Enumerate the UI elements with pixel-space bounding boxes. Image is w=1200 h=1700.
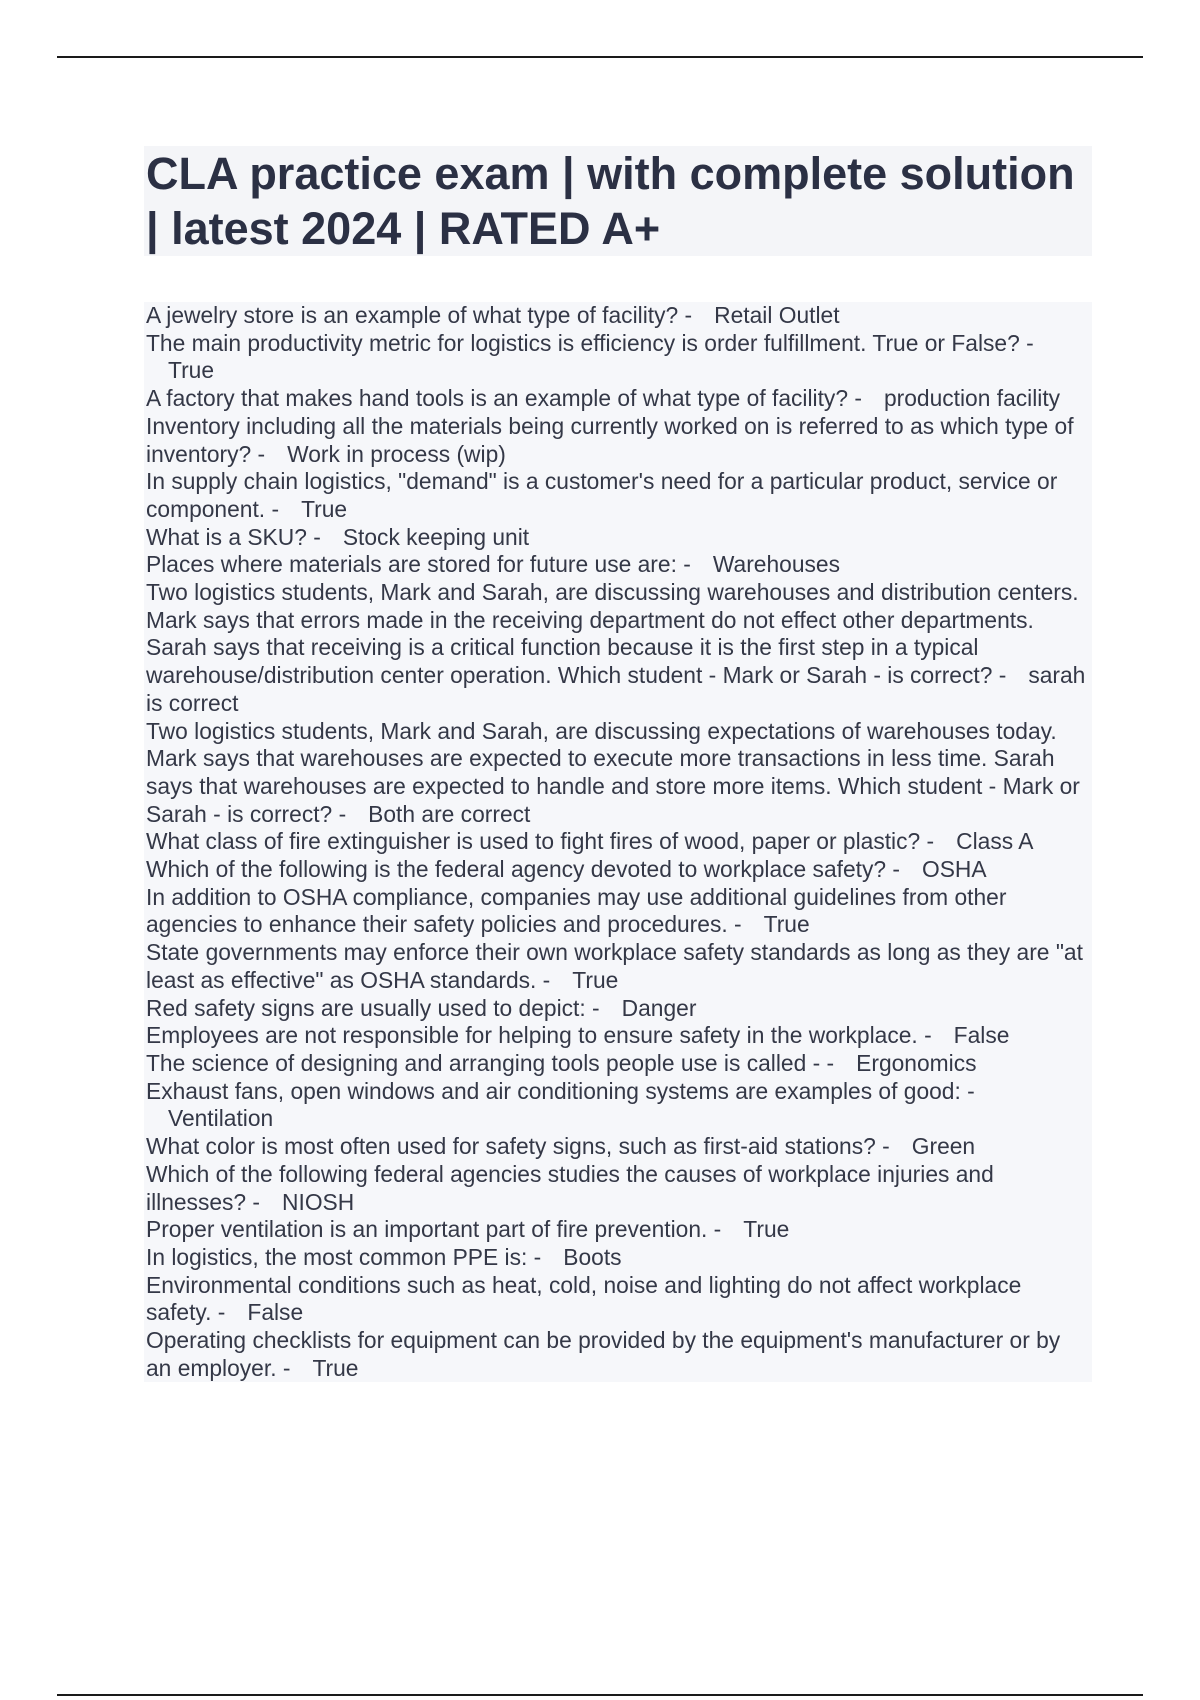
question-text: The main productivity metric for logistics is efficiency is order fulfillment. True or False? - — [146, 329, 1034, 356]
question-text: Employees are not responsible for helping to ensure safety in the workplace. - — [146, 1022, 932, 1049]
answer-text: True — [312, 1354, 359, 1381]
list-item — [144, 939, 1092, 994]
list-item — [144, 1244, 1092, 1272]
answer-text: False — [953, 1022, 1010, 1049]
list-item — [144, 468, 1092, 523]
answer-text: OSHA — [921, 856, 987, 883]
list-item — [144, 884, 1092, 939]
list-item — [144, 302, 1092, 330]
list-item — [144, 524, 1092, 552]
list-item — [144, 1078, 1092, 1133]
answer-text: Retail Outlet — [714, 302, 840, 328]
list-item — [144, 551, 1092, 579]
list-item — [144, 1327, 1092, 1382]
list-item — [144, 1272, 1092, 1327]
list-item — [144, 1050, 1092, 1078]
answer-text: True — [572, 966, 619, 993]
answer-text: False — [247, 1299, 304, 1326]
question-text: What is a SKU? - — [146, 523, 321, 550]
answer-text: production facility — [883, 385, 1061, 412]
answer-text: Class A — [956, 828, 1034, 855]
answer-text: True — [301, 495, 348, 522]
answer-text: True — [743, 1216, 790, 1243]
answer-text: Boots — [563, 1243, 622, 1270]
question-text: Operating checklists for equipment can be provided by the equipment's manufacturer or by an employer. - — [146, 1327, 1061, 1381]
list-item — [144, 579, 1092, 718]
top-rule — [57, 56, 1143, 58]
question-text: What color is most often used for safety signs, such as first-aid stations? - — [146, 1133, 890, 1160]
question-text: Which of the following is the federal agency devoted to workplace safety? - — [146, 856, 900, 883]
question-text: Two logistics students, Mark and Sarah, are discussing warehouses and distribution centers. Mark says that errors made in the receiving department do not effect other departments. Sarah says that receiving is a critical function because it is the first step in a typical warehouse/distribution center operation. Which student - Mark or Sarah - is correct? - — [146, 579, 1079, 689]
list-item — [144, 718, 1092, 829]
answer-text: Green — [911, 1133, 976, 1160]
answer-text: Stock keeping unit — [342, 523, 530, 550]
list-item — [144, 1216, 1092, 1244]
answer-text: Both are correct — [368, 800, 531, 827]
question-text: Inventory including all the materials being currently worked on is referred to as which type of inventory? - — [146, 412, 1074, 467]
list-item — [144, 330, 1092, 385]
answer-text: Ventilation — [168, 1105, 274, 1132]
question-text: Exhaust fans, open windows and air conditioning systems are examples of good: - — [146, 1077, 975, 1104]
answer-text: Work in process (wip) — [287, 440, 506, 467]
title-block — [144, 146, 1092, 256]
question-text: Two logistics students, Mark and Sarah, are discussing expectations of warehouses today. Mark says that warehouses are expected to execute more transactions in less time. Sarah says that warehouses are expected to handle and store more items. Which student - Mark or Sarah - is correct? - — [146, 717, 1080, 827]
question-text: In addition to OSHA compliance, companies may use additional guidelines from other agencies to enhance their safety policies and procedures. - — [146, 883, 1007, 938]
answer-text: Warehouses — [712, 551, 840, 578]
list-item — [144, 1161, 1092, 1216]
list-item — [144, 1133, 1092, 1161]
question-text: State governments may enforce their own workplace safety standards as long as they are "at least as effective" as OSHA standards. - — [146, 939, 1083, 993]
list-item — [144, 828, 1092, 856]
question-text: Places where materials are stored for future use are: - — [146, 551, 691, 578]
answer-text: NIOSH — [282, 1188, 355, 1215]
answer-text: True — [763, 911, 810, 938]
question-text: The science of designing and arranging tools people use is called - - — [146, 1049, 835, 1076]
list-item — [144, 995, 1092, 1023]
qa-list — [144, 302, 1092, 1382]
question-text: Proper ventilation is an important part of fire prevention. - — [146, 1216, 722, 1243]
question-text: Environmental conditions such as heat, cold, noise and lighting do not affect workplace safety. - — [146, 1271, 1022, 1326]
document-title: CLA practice exam | with complete solution | latest 2024 | RATED A+ — [146, 148, 1075, 254]
answer-text: Ergonomics — [856, 1049, 977, 1076]
list-item — [144, 856, 1092, 884]
question-text: A jewelry store is an example of what type of facility? - — [146, 302, 693, 328]
question-text: In supply chain logistics, "demand" is a customer's need for a particular product, service or component. - — [146, 468, 1058, 522]
answer-text: Danger — [621, 994, 697, 1021]
list-item — [144, 413, 1092, 468]
question-text: Red safety signs are usually used to depict: - — [146, 994, 600, 1021]
question-text: Which of the following federal agencies studies the causes of workplace injuries and illnesses? - — [146, 1160, 994, 1215]
question-text: What class of fire extinguisher is used to fight fires of wood, paper or plastic? - — [146, 828, 935, 855]
question-text: In logistics, the most common PPE is: - — [146, 1243, 542, 1270]
list-item — [144, 385, 1092, 413]
bottom-rule — [57, 1694, 1143, 1696]
question-text: A factory that makes hand tools is an example of what type of facility? - — [146, 385, 862, 412]
list-item — [144, 1022, 1092, 1050]
answer-text: True — [168, 357, 215, 384]
answer-text: sarah is correct — [146, 662, 1086, 716]
